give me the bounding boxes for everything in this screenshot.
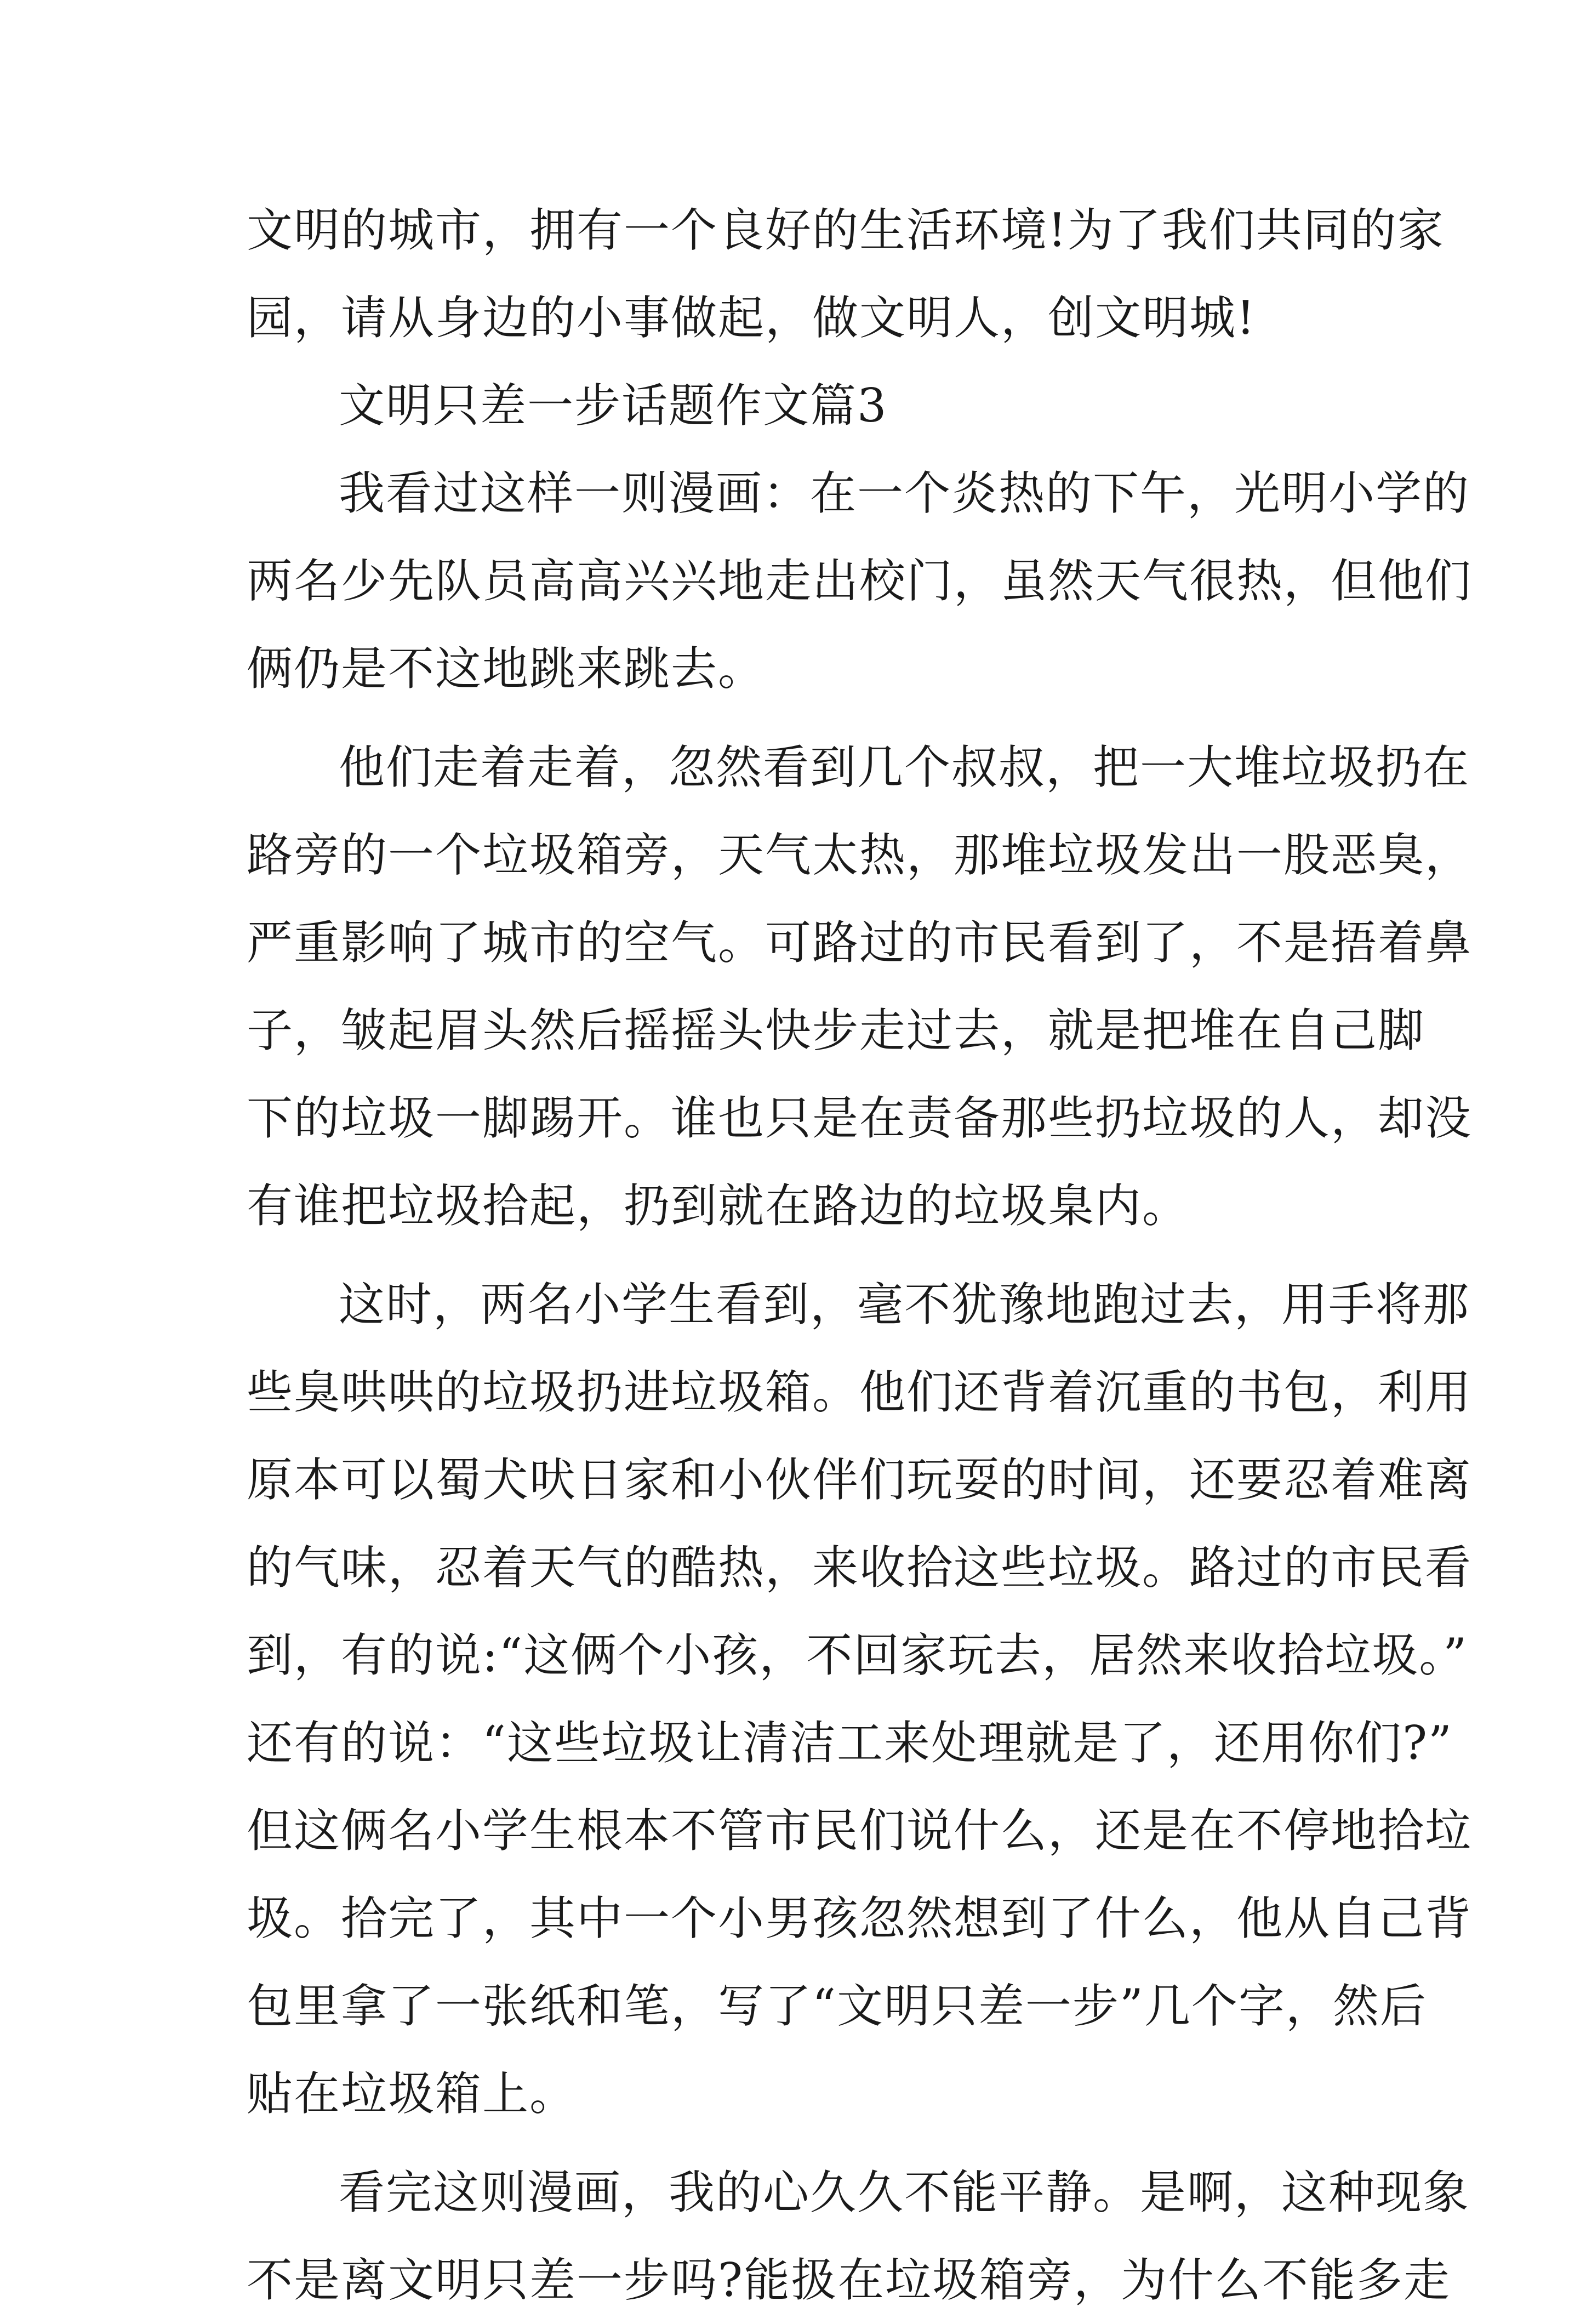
- text-line: 有谁把垃圾拾起，扔到就在路边的垃圾臬内。: [247, 1179, 1190, 1233]
- text-line: 到，有的说:“这俩个小孩，不回家玩去，居然来收拾垃圾。”: [247, 1628, 1468, 1682]
- text-line: 圾。拾完了，其中一个小男孩忽然想到了什么，他从自己背: [247, 1892, 1473, 1945]
- text-line: 两名少先队员高高兴兴地走出校门，虽然天气很热，但他们: [247, 554, 1473, 608]
- document-body: [247, 186, 1473, 2324]
- text-line: 包里拿了一张纸和笔，写了“文明只差一步”几个字，然后: [247, 1979, 1427, 2033]
- text-line: 文明的城市，拥有一个良好的生活环境!为了我们共同的家: [247, 203, 1445, 257]
- section-heading: 文明只差一步话题作文篇3: [339, 379, 888, 432]
- text-line: 园，请从身边的小事做起，做文明人，创文明城!: [247, 291, 1256, 345]
- text-line: 的气味，忍着天气的酷热，来收拾这些垃圾。路过的市民看: [247, 1541, 1473, 1594]
- text-line: 原本可以蜀犬吠日家和小伙伴们玩耍的时间，还要忍着难离: [247, 1453, 1473, 1507]
- text-line: 还有的说：“这些垃圾让清洁工来处理就是了，还用你们?”: [247, 1716, 1453, 1770]
- text-line: 他们走着走着，忽然看到几个叔叔，把一大堆垃圾扔在: [339, 741, 1470, 794]
- text-line: 些臭哄哄的垃圾扔进垃圾箱。他们还背着沉重的书包，利用: [247, 1365, 1473, 1419]
- text-line: 严重影响了城市的空气。可路过的市民看到了，不是捂着鼻: [247, 916, 1473, 970]
- text-line: 但这俩名小学生根本不管市民们说什么，还是在不停地拾垃: [247, 1804, 1473, 1858]
- text-line: 不是离文明只差一步吗?能扱在垃圾箱旁，为什么不能多走: [247, 2253, 1451, 2307]
- text-line: 这时，两名小学生看到，毫不犹豫地跑过去，用手将那: [339, 1278, 1470, 1331]
- text-line: 看完这则漫画，我的心久久不能平静。是啊，这种现象: [339, 2166, 1470, 2219]
- text-line: 路旁的一个垃圾箱旁，天气太热，那堆垃圾发出一股恶臭，: [247, 828, 1473, 882]
- text-line: 子，皱起眉头然后摇摇头快步走过去，就是把堆在自己脚: [247, 1004, 1425, 1057]
- text-line: 下的垃圾一脚踢开。谁也只是在责备那些扔垃圾的人，却没: [247, 1091, 1473, 1145]
- text-line: 贴在垃圾箱上。: [247, 2067, 577, 2121]
- text-line: 我看过这样一则漫画：在一个炎热的下午，光明小学的: [339, 466, 1470, 520]
- text-line: 俩仍是不这地跳来跳去。: [247, 642, 766, 696]
